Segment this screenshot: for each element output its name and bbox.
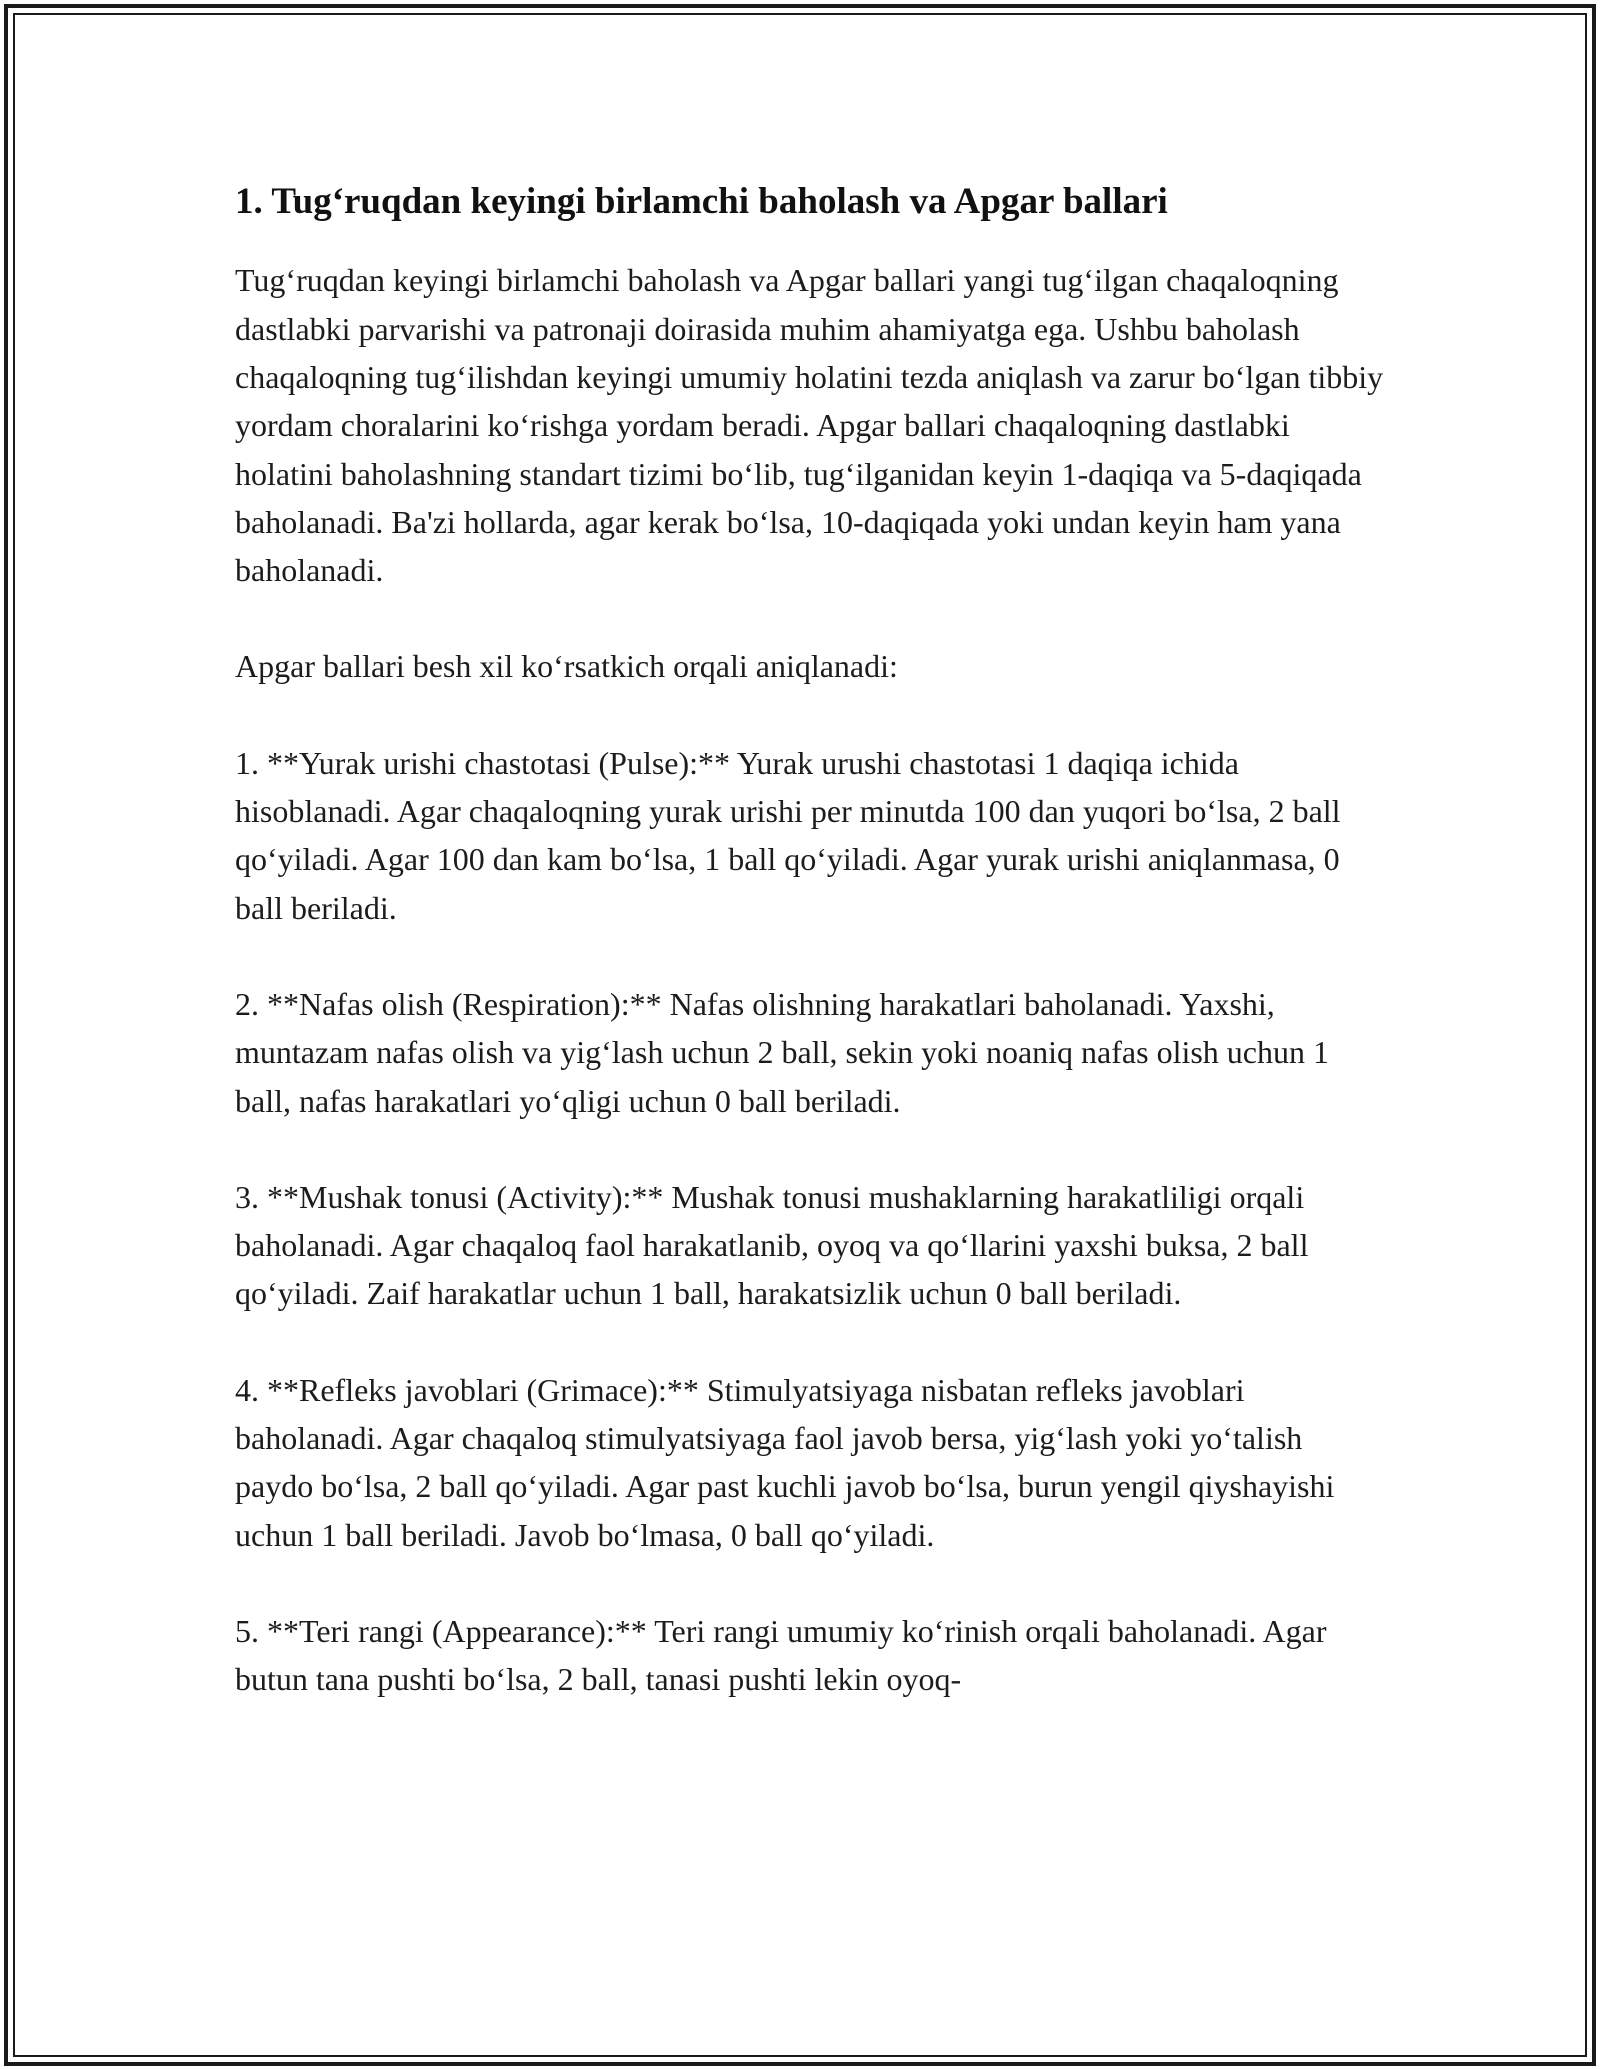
criterion-activity-paragraph: 3. **Mushak tonusi (Activity):** Mushak tonusi mushaklarning harakatliligi orqali baholanadi. Agar chaqaloq faol harakatlanib, oyoq va qo‘llarini yaxshi buksa, 2 ball qo‘yiladi. Zaif harakatlar uchun 1 ball, harakatsizlik uchun 0 ball beriladi. [235, 1178, 1309, 1312]
criterion-grimace-paragraph: 4. **Refleks javoblari (Grimace):** Stimulyatsiyaga nisbatan refleks javoblari baholanadi. Agar chaqaloq stimulyatsiyaga faol javob bersa, yig‘lash yoki yo‘talish paydo bo‘lsa, 2 ball qo‘yiladi. Agar past kuchli javob bo‘lsa, burun yengil qiyshayishi uchun 1 ball beriladi. Javob bo‘lmasa, 0 ball qo‘yiladi. [235, 1371, 1335, 1553]
intro-paragraph: Tug‘ruqdan keyingi birlamchi baholash va Apgar ballari yangi tug‘ilgan chaqaloqning dastlabki parvarishi va patronaji doirasida muhim ahamiyatga ega. Ushbu baholash chaqaloqning tug‘ilishdan keyingi umumiy holatini tezda aniqlash va zarur bo‘lgan tibbiy yordam choralarini ko‘rishga yordam beradi. Apgar ballari chaqaloqning dastlabki holatini baholashning standart tizimi bo‘lib, tug‘ilganidan keyin 1-daqiqa va 5-daqiqada baholanadi. Ba'zi hollarda, agar kerak bo‘lsa, 10-daqiqada yoki undan keyin ham yana baholanadi. [235, 262, 1384, 589]
criterion-appearance-paragraph: 5. **Teri rangi (Appearance):** Teri rangi umumiy ko‘rinish orqali baholanadi. Agar butun tana pushti bo‘lsa, 2 ball, tanasi pushti lekin oyoq- [235, 1612, 1327, 1698]
criterion-pulse-paragraph: 1. **Yurak urishi chastotasi (Pulse):** Yurak urushi chastotasi 1 daqiqa ichida hisoblanadi. Agar chaqaloqning yurak urishi per minutda 100 dan yuqori bo‘lsa, 2 ball qo‘yiladi. Agar 100 dan kam bo‘lsa, 1 ball qo‘yiladi. Agar yurak urishi aniqlanmasa, 0 ball beriladi. [235, 744, 1341, 926]
criterion-respiration-paragraph: 2. **Nafas olish (Respiration):** Nafas olishning harakatlari baholanadi. Yaxshi, muntazam nafas olish va yig‘lash uchun 2 ball, sekin yoki noaniq nafas olish uchun 1 ball, nafas harakatlari yo‘qligi uchun 0 ball beriladi. [235, 985, 1329, 1119]
section-heading: 1. Tug‘ruqdan keyingi birlamchi baholash va Apgar ballari [235, 181, 1168, 222]
criteria-intro-paragraph: Apgar ballari besh xil ko‘rsatkich orqali aniqlanadi: [235, 648, 898, 685]
document-body [235, 180, 1385, 1752]
